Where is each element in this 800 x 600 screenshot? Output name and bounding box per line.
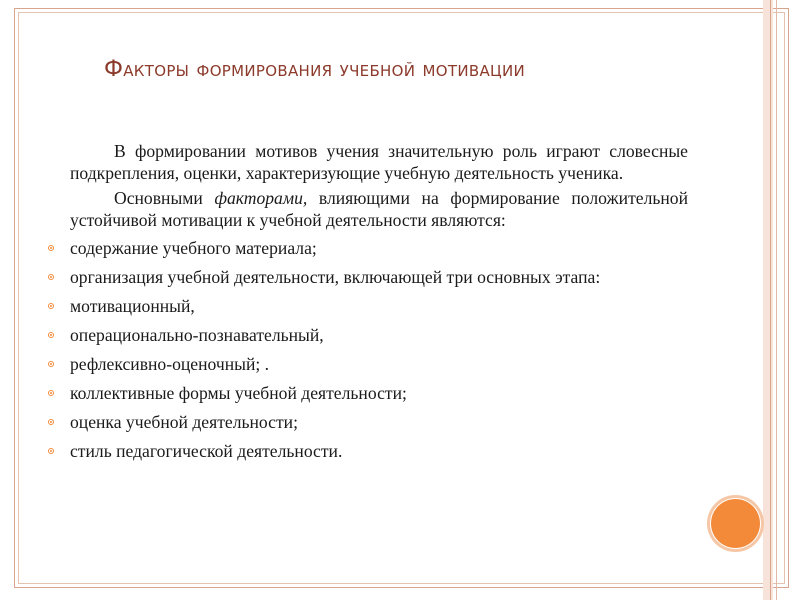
paragraph-2 (70, 187, 688, 231)
list-item (70, 295, 688, 317)
bullet-icon (48, 448, 54, 454)
bullet-icon (48, 245, 54, 251)
list-item-text: операционально-познавательный, (70, 325, 324, 345)
list-item-text: содержание учебного материала; (70, 238, 317, 258)
accent-circle (711, 499, 760, 548)
paragraph-1: В формировании мотивов учения значительную роль играют словесные подкрепления, оценки, характеризующие учебную деятельность ученика. (70, 141, 688, 183)
list-item (70, 266, 688, 288)
paragraph-2-before: Основными (114, 188, 215, 208)
slide-body (70, 140, 688, 469)
list-item (70, 324, 688, 346)
right-decor-line-2 (776, 0, 777, 600)
slide-title: Факторы формирования учебной мотивации (104, 57, 526, 82)
list-item (70, 237, 688, 259)
list-item-text: коллективные формы учебной деятельности; (70, 383, 407, 403)
list-item-text: оценка учебной деятельности; (70, 412, 298, 432)
bullet-icon (48, 419, 54, 425)
list-item (70, 353, 688, 375)
list-item (70, 382, 688, 404)
bullet-icon (48, 361, 54, 367)
bullet-icon (48, 390, 54, 396)
list-item-text: организация учебной деятельности, включающей три основных этапа: (70, 267, 601, 287)
bullet-icon (48, 332, 54, 338)
paragraph-2-italic: факторами, (214, 188, 308, 208)
right-decor-line (770, 0, 771, 600)
right-decor-band (763, 0, 773, 600)
bullet-icon (48, 303, 54, 309)
factor-list (70, 237, 688, 462)
list-item (70, 411, 688, 433)
list-item-text: мотивационный, (70, 296, 195, 316)
paragraph-2-after: влияющими на формирование положительной устойчивой мотивации к учебной деятельности являются: (70, 188, 689, 230)
list-item-text: рефлексивно-оценочный; . (70, 354, 270, 374)
list-item-text: стиль педагогической деятельности. (70, 441, 343, 461)
bullet-icon (48, 274, 54, 280)
list-item (70, 440, 688, 462)
